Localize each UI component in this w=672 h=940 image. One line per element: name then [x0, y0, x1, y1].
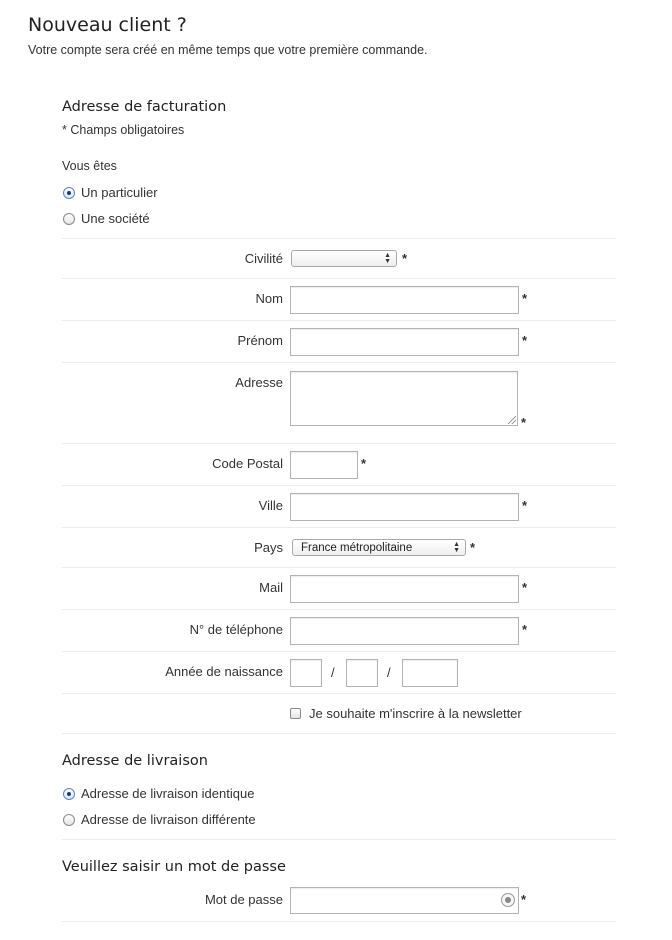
- password-input[interactable]: [290, 887, 519, 914]
- divider: [62, 921, 616, 922]
- resize-handle-icon[interactable]: [508, 416, 516, 424]
- nom-input[interactable]: [290, 286, 519, 314]
- birth-month-input[interactable]: [346, 659, 378, 687]
- newsletter-label: Je souhaite m'inscrire à la newsletter: [309, 706, 522, 721]
- divider: [62, 651, 616, 652]
- divider: [62, 485, 616, 486]
- radio-unchecked-icon[interactable]: [63, 814, 75, 826]
- required-mark: *: [470, 540, 476, 555]
- select-arrows-icon: ▲ ▼: [453, 541, 460, 554]
- required-mark: *: [522, 622, 528, 637]
- pays-select[interactable]: [292, 539, 466, 556]
- required-mark: *: [361, 456, 367, 471]
- required-note: * Champs obligatoires: [62, 123, 185, 137]
- divider: [62, 567, 616, 568]
- pays-value: France métropolitaine: [301, 541, 413, 554]
- radio-checked-icon[interactable]: [63, 187, 75, 199]
- radio-checked-icon[interactable]: [63, 788, 75, 800]
- divider: [62, 278, 616, 279]
- newsletter-checkbox[interactable]: [290, 708, 301, 719]
- password-section-title: Veuillez saisir un mot de passe: [62, 859, 286, 875]
- ville-label: Ville: [258, 498, 283, 513]
- mail-label: Mail: [259, 580, 283, 595]
- page-title: Nouveau client ?: [28, 14, 187, 36]
- radio-unchecked-icon[interactable]: [63, 213, 75, 225]
- required-mark: *: [402, 251, 408, 266]
- billing-section-title: Adresse de facturation: [62, 99, 227, 115]
- required-mark: *: [522, 580, 528, 595]
- radio-particulier-label: Un particulier: [81, 185, 158, 200]
- prenom-input[interactable]: [290, 328, 519, 356]
- prenom-label: Prénom: [237, 333, 283, 348]
- birth-year-input[interactable]: [402, 659, 458, 687]
- divider: [62, 362, 616, 363]
- divider: [62, 527, 616, 528]
- divider: [62, 443, 616, 444]
- code-postal-label: Code Postal: [212, 456, 283, 471]
- adresse-textarea[interactable]: [290, 371, 518, 426]
- required-mark: *: [522, 291, 528, 306]
- adresse-label: Adresse: [235, 375, 283, 390]
- radio-shipping-different[interactable]: [63, 812, 256, 827]
- intro-text: Votre compte sera créé en même temps que votre première commande.: [28, 43, 428, 57]
- radio-shipping-same[interactable]: [63, 786, 254, 801]
- telephone-label: N° de téléphone: [189, 622, 283, 637]
- divider: [62, 693, 616, 694]
- radio-shipping-different-label: Adresse de livraison différente: [81, 812, 256, 827]
- divider: [62, 320, 616, 321]
- pays-label: Pays: [254, 540, 283, 555]
- birth-day-input[interactable]: [290, 659, 322, 687]
- nom-label: Nom: [255, 291, 283, 306]
- civilite-label: Civilité: [244, 251, 283, 266]
- required-mark: *: [522, 498, 528, 513]
- divider: [62, 238, 616, 239]
- select-arrows-icon: ▲ ▼: [384, 252, 391, 265]
- you-are-label: Vous êtes: [62, 159, 117, 173]
- mail-input[interactable]: [290, 575, 519, 603]
- divider: [62, 733, 616, 734]
- newsletter-option[interactable]: [290, 706, 522, 721]
- radio-societe[interactable]: [63, 211, 150, 226]
- date-separator: /: [387, 665, 391, 680]
- civilite-select[interactable]: [291, 250, 397, 267]
- date-separator: /: [331, 665, 335, 680]
- radio-particulier[interactable]: [63, 185, 158, 200]
- shipping-section-title: Adresse de livraison: [62, 753, 208, 769]
- required-mark: *: [521, 892, 527, 907]
- required-mark: *: [522, 333, 528, 348]
- radio-shipping-same-label: Adresse de livraison identique: [81, 786, 255, 801]
- telephone-input[interactable]: [290, 617, 519, 645]
- code-postal-input[interactable]: [290, 451, 358, 479]
- ville-input[interactable]: [290, 493, 519, 521]
- password-key-icon[interactable]: [501, 893, 515, 907]
- divider: [62, 609, 616, 610]
- naissance-label: Année de naissance: [165, 664, 283, 679]
- divider: [62, 839, 616, 840]
- required-mark: *: [521, 415, 527, 430]
- radio-societe-label: Une société: [81, 211, 150, 226]
- password-label: Mot de passe: [204, 892, 283, 907]
